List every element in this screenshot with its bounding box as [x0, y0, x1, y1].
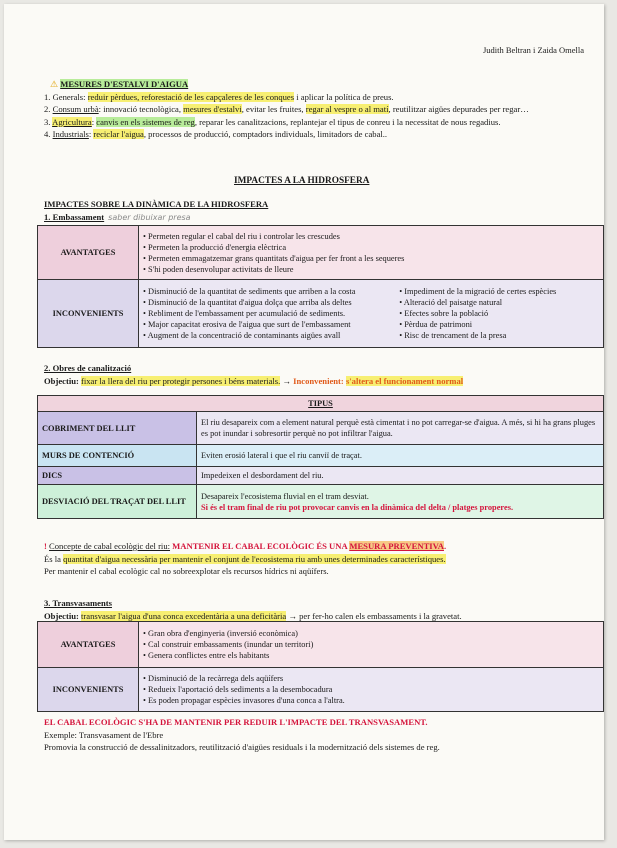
mesures-section — [44, 78, 596, 141]
inconvenient-label: Inconvenient: — [293, 375, 344, 386]
table-row — [38, 485, 604, 519]
list-item: • Permeten regular el cabal del riu i controlar les crescudes — [143, 231, 599, 242]
item-sep: : innovació tecnològica, — [98, 104, 184, 114]
item-sep: : — [88, 129, 94, 139]
mesura-item-4 — [44, 128, 596, 141]
objectiu-label: Objectiu: — [44, 375, 79, 386]
item-num: 2. — [44, 104, 53, 114]
embassament-heading: 1. Embassament — [44, 211, 105, 222]
cabal-statement-text: MANTENIR EL CABAL ECOLÒGIC ÉS UNA — [170, 541, 350, 551]
item-sep: : — [91, 116, 97, 127]
list-item: • Disminució de la recàrrega dels aqüífers — [143, 673, 599, 684]
row-label: DESVIACIÓ DEL TRAÇAT DEL LLIT — [38, 485, 197, 519]
embassament-table — [37, 225, 604, 348]
transvasament-conclusion-block — [44, 716, 596, 754]
row-text-cell — [197, 485, 604, 519]
inconvenients-cell — [139, 280, 604, 348]
document-page — [4, 4, 604, 840]
arrow: → — [280, 375, 294, 386]
item-label: Industrials — [52, 129, 89, 139]
table-row — [38, 226, 604, 280]
mesures-title: MESURES D'ESTALVI D'AIGUA — [60, 79, 189, 89]
item-highlight: mesures d'estalvi — [183, 104, 242, 114]
tipus-header: TIPUS — [38, 396, 604, 412]
cabal-line2: Per mantenir el cabal ecològic cal no sobreexplotar els recursos hídrics ni aqüífers. — [44, 566, 329, 576]
item-num: 1. — [44, 91, 53, 102]
objectiu-text: fixar la llera del riu per protegir persones i béns materials. — [81, 375, 281, 386]
canalitzacio-heading: 2. Obres de canalització — [44, 363, 132, 373]
item-text: , processos de producció, comptadors individuals, limitadors de cabal.. — [143, 129, 388, 139]
item-highlight: canvis en els sistemes de reg — [96, 116, 195, 127]
mesura-item-3 — [44, 116, 596, 129]
cabal-statement-end: . — [443, 541, 447, 551]
objectiu-label: Objectiu: — [44, 610, 79, 621]
inconvenients-right — [399, 286, 599, 341]
row-text: Eviten erosió lateral i que el riu canviï de traçat. — [197, 445, 604, 467]
list-item: • Cal construir embassaments (inundar un territori) — [143, 639, 599, 650]
list-item: • Gran obra d'enginyeria (inversió econòmica) — [143, 628, 599, 639]
exclamation-mark: ! — [44, 541, 47, 551]
table-row — [38, 622, 604, 668]
dinamica-title: IMPACTES SOBRE LA DINÀMICA DE LA HIDROSFERA — [44, 199, 269, 209]
cabal-definition — [44, 553, 596, 566]
list-item: • Augment de la concentració de contaminants aigües avall — [143, 330, 399, 341]
item-text: , reparar les canalitzacions, replantejar el tipus de conreu i la necessitat de nous regadius. — [194, 116, 501, 127]
list-item: • Permeten emmagatzemar grans quantitats d'aigua per fer front a les sequeres — [143, 253, 599, 264]
table-row — [38, 445, 604, 467]
exemple: Exemple: Transvasament de l'Ebre — [44, 729, 164, 740]
def-highlight: quantitat d'aigua necessària per mantenir el conjunt de l'ecosistema riu amb unes determinades característiques. — [63, 553, 446, 564]
list-item: • Risc de trencament de la presa — [399, 330, 599, 341]
inconvenients-label: INCONVENIENTS — [38, 280, 139, 348]
item-num: 4. — [44, 129, 53, 139]
cabal-concept: Concepte de cabal ecològic del riu: — [49, 541, 171, 551]
pencil-note: saber dibuixar presa — [108, 212, 191, 222]
avantatges-label: AVANTATGES — [38, 622, 139, 668]
row-text: Impedeixen el desbordament del riu. — [197, 467, 604, 485]
warning-icon: ⚠ — [50, 79, 59, 89]
list-item: • Efectes sobre la població — [399, 308, 599, 319]
authors: Judith Beltran i Zaida Omella — [482, 45, 584, 55]
list-item: • Disminució de la quantitat de sediments que arriben a la costa — [143, 286, 399, 297]
item-label: Consum urbà — [52, 104, 99, 114]
mesura-preventiva: MESURA PREVENTIVA — [349, 541, 444, 551]
list-item: • Impediment de la migració de certes espècies — [399, 286, 599, 297]
item-sep: : — [83, 91, 88, 102]
transvasaments-block — [44, 597, 596, 622]
inconvenients-cell — [139, 668, 604, 712]
row-label: MURS DE CONTENCIÓ — [38, 445, 197, 467]
promovia: Promovia la construcció de dessalinitzadors, reutilització d'aigües residuals i la modernització dels sistemes de reg. — [44, 742, 440, 752]
table-row — [38, 467, 604, 485]
inconvenient-text: s'altera el funcionament normal — [345, 375, 464, 386]
list-item: • Major capacitat erosiva de l'aigua que surt de l'embassament — [143, 319, 399, 330]
row-text: El riu desapareix com a element natural perquè està cimentat i no pot carregar-se d'aigua. A més, si hi ha grans pluges es pot inundar i sobresortir perquè no pot infiltrar l'aigua. — [197, 412, 604, 445]
item-highlight: regar al vespre o al matí — [305, 104, 389, 114]
list-item: • S'hi poden desenvolupar activitats de lleure — [143, 264, 599, 275]
canalitzacio-objectiu — [44, 375, 596, 388]
mesura-item-1 — [44, 91, 596, 104]
def-start: És la — [44, 553, 64, 564]
cabal-block — [44, 540, 596, 578]
row-label: DICS — [38, 467, 197, 485]
list-item: • Disminució de la quantitat d'aigua dolça que arriba als deltes — [143, 297, 399, 308]
item-label: Agricultura — [52, 116, 92, 127]
table-row — [38, 412, 604, 445]
transvasaments-heading: 3. Transvasaments — [44, 598, 112, 608]
transvasament-conclusion: EL CABAL ECOLÒGIC S'HA DE MANTENIR PER REDUIR L'IMPACTE DEL TRANSVASAMENT. — [44, 717, 428, 727]
list-item: • Pèrdua de patrimoni — [399, 319, 599, 330]
objectiu-rest: → per fer-ho calen els embassaments i la gravetat. — [286, 610, 462, 621]
avantatges-cell — [139, 622, 604, 668]
avantatges-label: AVANTATGES — [38, 226, 139, 280]
item-num: 3. — [44, 116, 53, 127]
item-text: , evitar les fruites, — [241, 104, 306, 114]
canalitzacio-block — [44, 362, 596, 387]
table-row — [38, 396, 604, 412]
row-text: Desapareix l'ecosistema fluvial en el tram desviat. — [201, 491, 369, 501]
item-text: , reutilitzar aigües depurades per regar… — [388, 104, 529, 114]
row-label: COBRIMENT DEL LLIT — [38, 412, 197, 445]
inconvenients-label: INCONVENIENTS — [38, 668, 139, 712]
embassament-heading-row — [44, 211, 596, 225]
item-highlight: reduir pèrdues, reforestació de les capçaleres de les conques — [87, 91, 295, 102]
tipus-table — [37, 395, 604, 519]
list-item: • Rebliment de l'embassament per acumulació de sediments. — [143, 308, 399, 319]
list-item: • Genera conflictes entre els habitants — [143, 650, 599, 661]
transvasaments-table — [37, 621, 604, 712]
list-item: • Es poden propagar espècies invasores d'una conca a l'altra. — [143, 695, 599, 706]
dinamica-block — [44, 198, 596, 224]
mesures-title-row — [50, 78, 596, 91]
objectiu-text: transvasar l'aigua d'una conca excedentària a una deficitària — [81, 610, 287, 621]
item-label: Generals — [52, 91, 84, 102]
list-item: • Permeten la producció d'energia elèctrica — [143, 242, 599, 253]
list-item: • Alteració del paisatge natural — [399, 297, 599, 308]
row-red-text: Si és el tram final de riu pot provocar canvis en la dinàmica del delta / platges properes. — [201, 502, 514, 512]
cabal-statement — [44, 540, 596, 553]
inconvenients-left — [143, 286, 399, 341]
avantatges-cell — [139, 226, 604, 280]
mesura-item-2 — [44, 103, 596, 116]
list-item: • Redueix l'aportació dels sediments a la desembocadura — [143, 684, 599, 695]
table-row — [38, 668, 604, 712]
table-row — [38, 280, 604, 348]
item-highlight: reciclar l'aigua — [93, 129, 144, 139]
impactes-title: IMPACTES A LA HIDROSFERA — [234, 176, 370, 186]
item-text: i aplicar la política de preus. — [294, 91, 394, 102]
